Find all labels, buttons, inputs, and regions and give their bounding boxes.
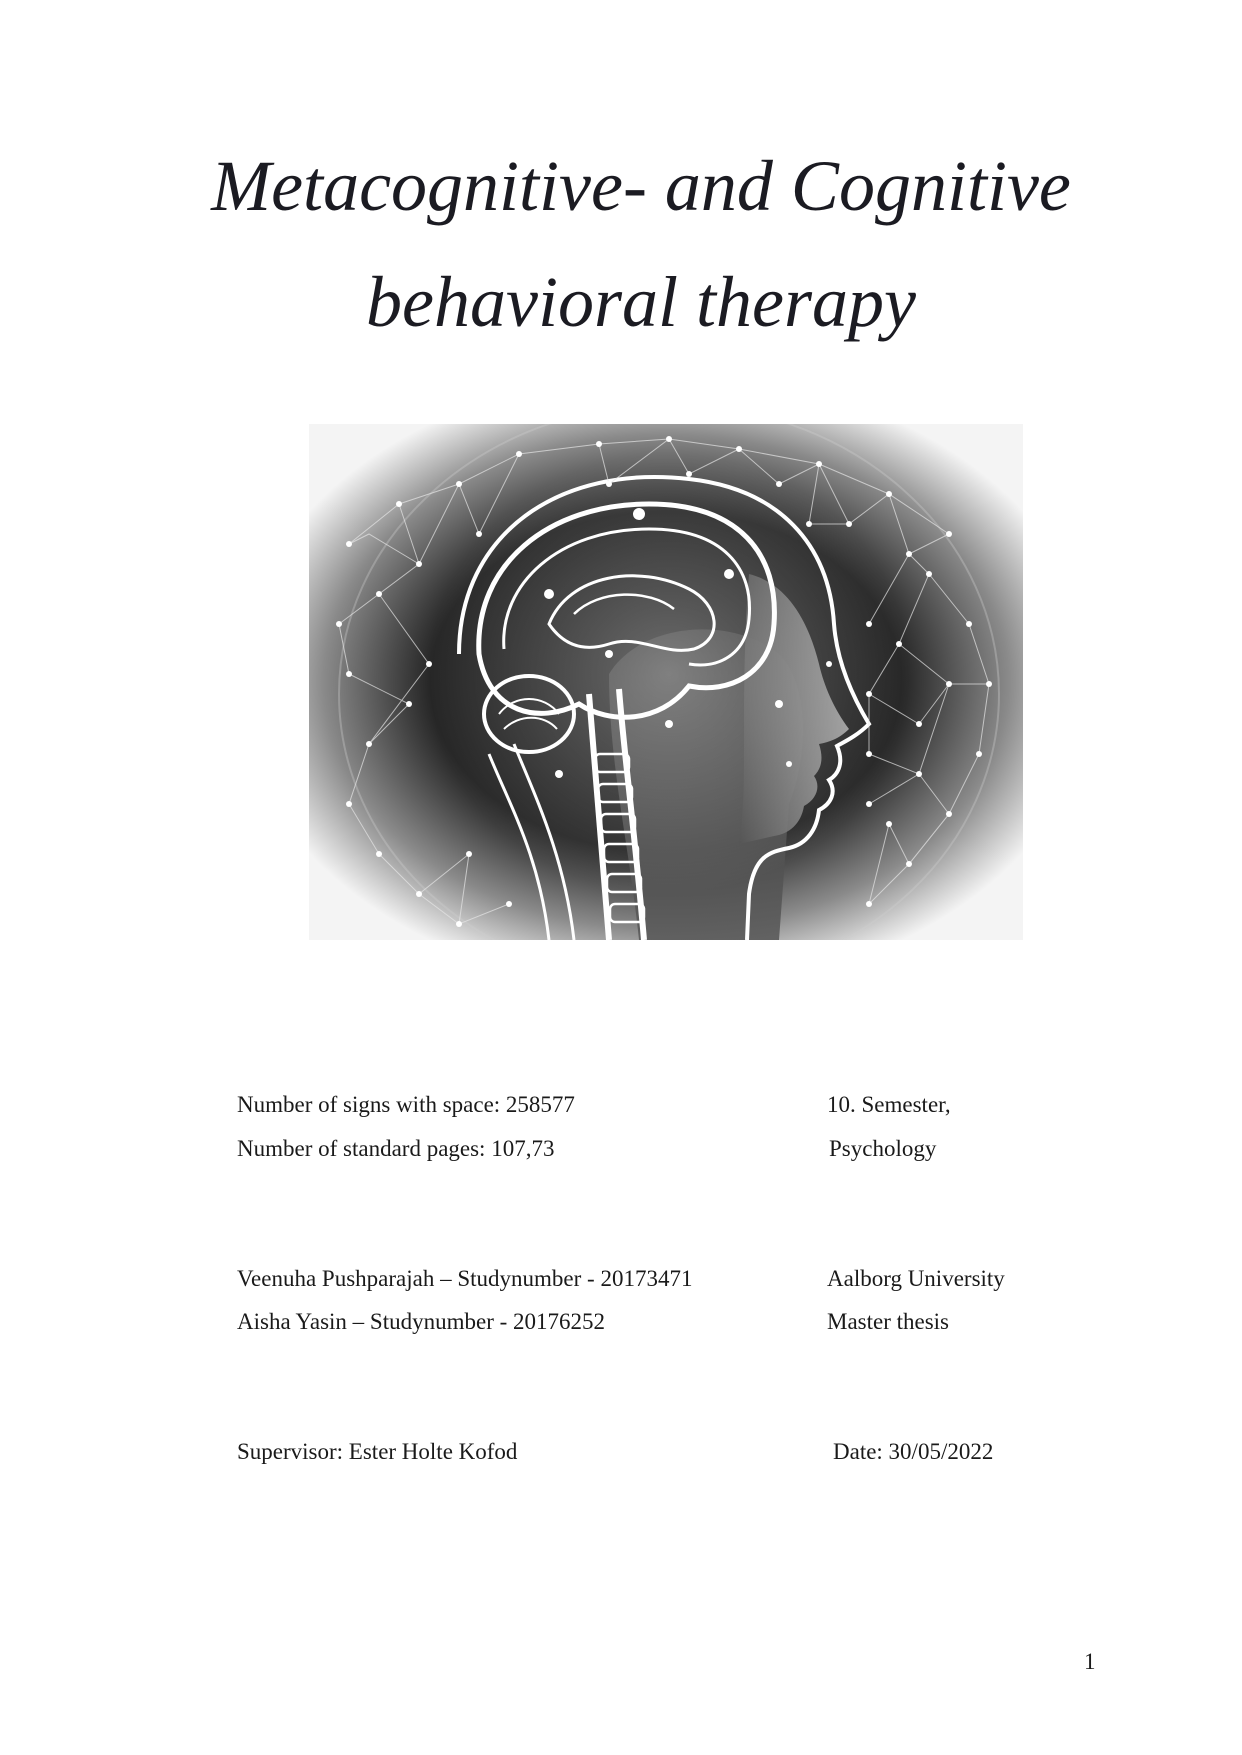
author-2: Aisha Yasin – Studynumber - 20176252 [237, 1309, 606, 1334]
program: Psychology [829, 1136, 937, 1161]
supervisor: Supervisor: Ester Holte Kofod [237, 1439, 518, 1464]
page-number: 1 [1084, 1649, 1096, 1674]
brain-profile-network-illustration [309, 424, 1023, 940]
title-line-2: behavioral therapy [366, 262, 916, 342]
signs-count: Number of signs with space: 258577 [237, 1092, 575, 1117]
author-1: Veenuha Pushparajah – Studynumber - 20173471 [237, 1266, 693, 1291]
title-line-1: Metacognitive- and Cognitive [211, 146, 1071, 226]
thesis-type: Master thesis [827, 1309, 950, 1334]
date: Date: 30/05/2022 [833, 1439, 994, 1464]
semester: 10. Semester, [827, 1092, 951, 1117]
university: Aalborg University [827, 1266, 1005, 1291]
standard-pages-count: Number of standard pages: 107,73 [237, 1136, 555, 1161]
